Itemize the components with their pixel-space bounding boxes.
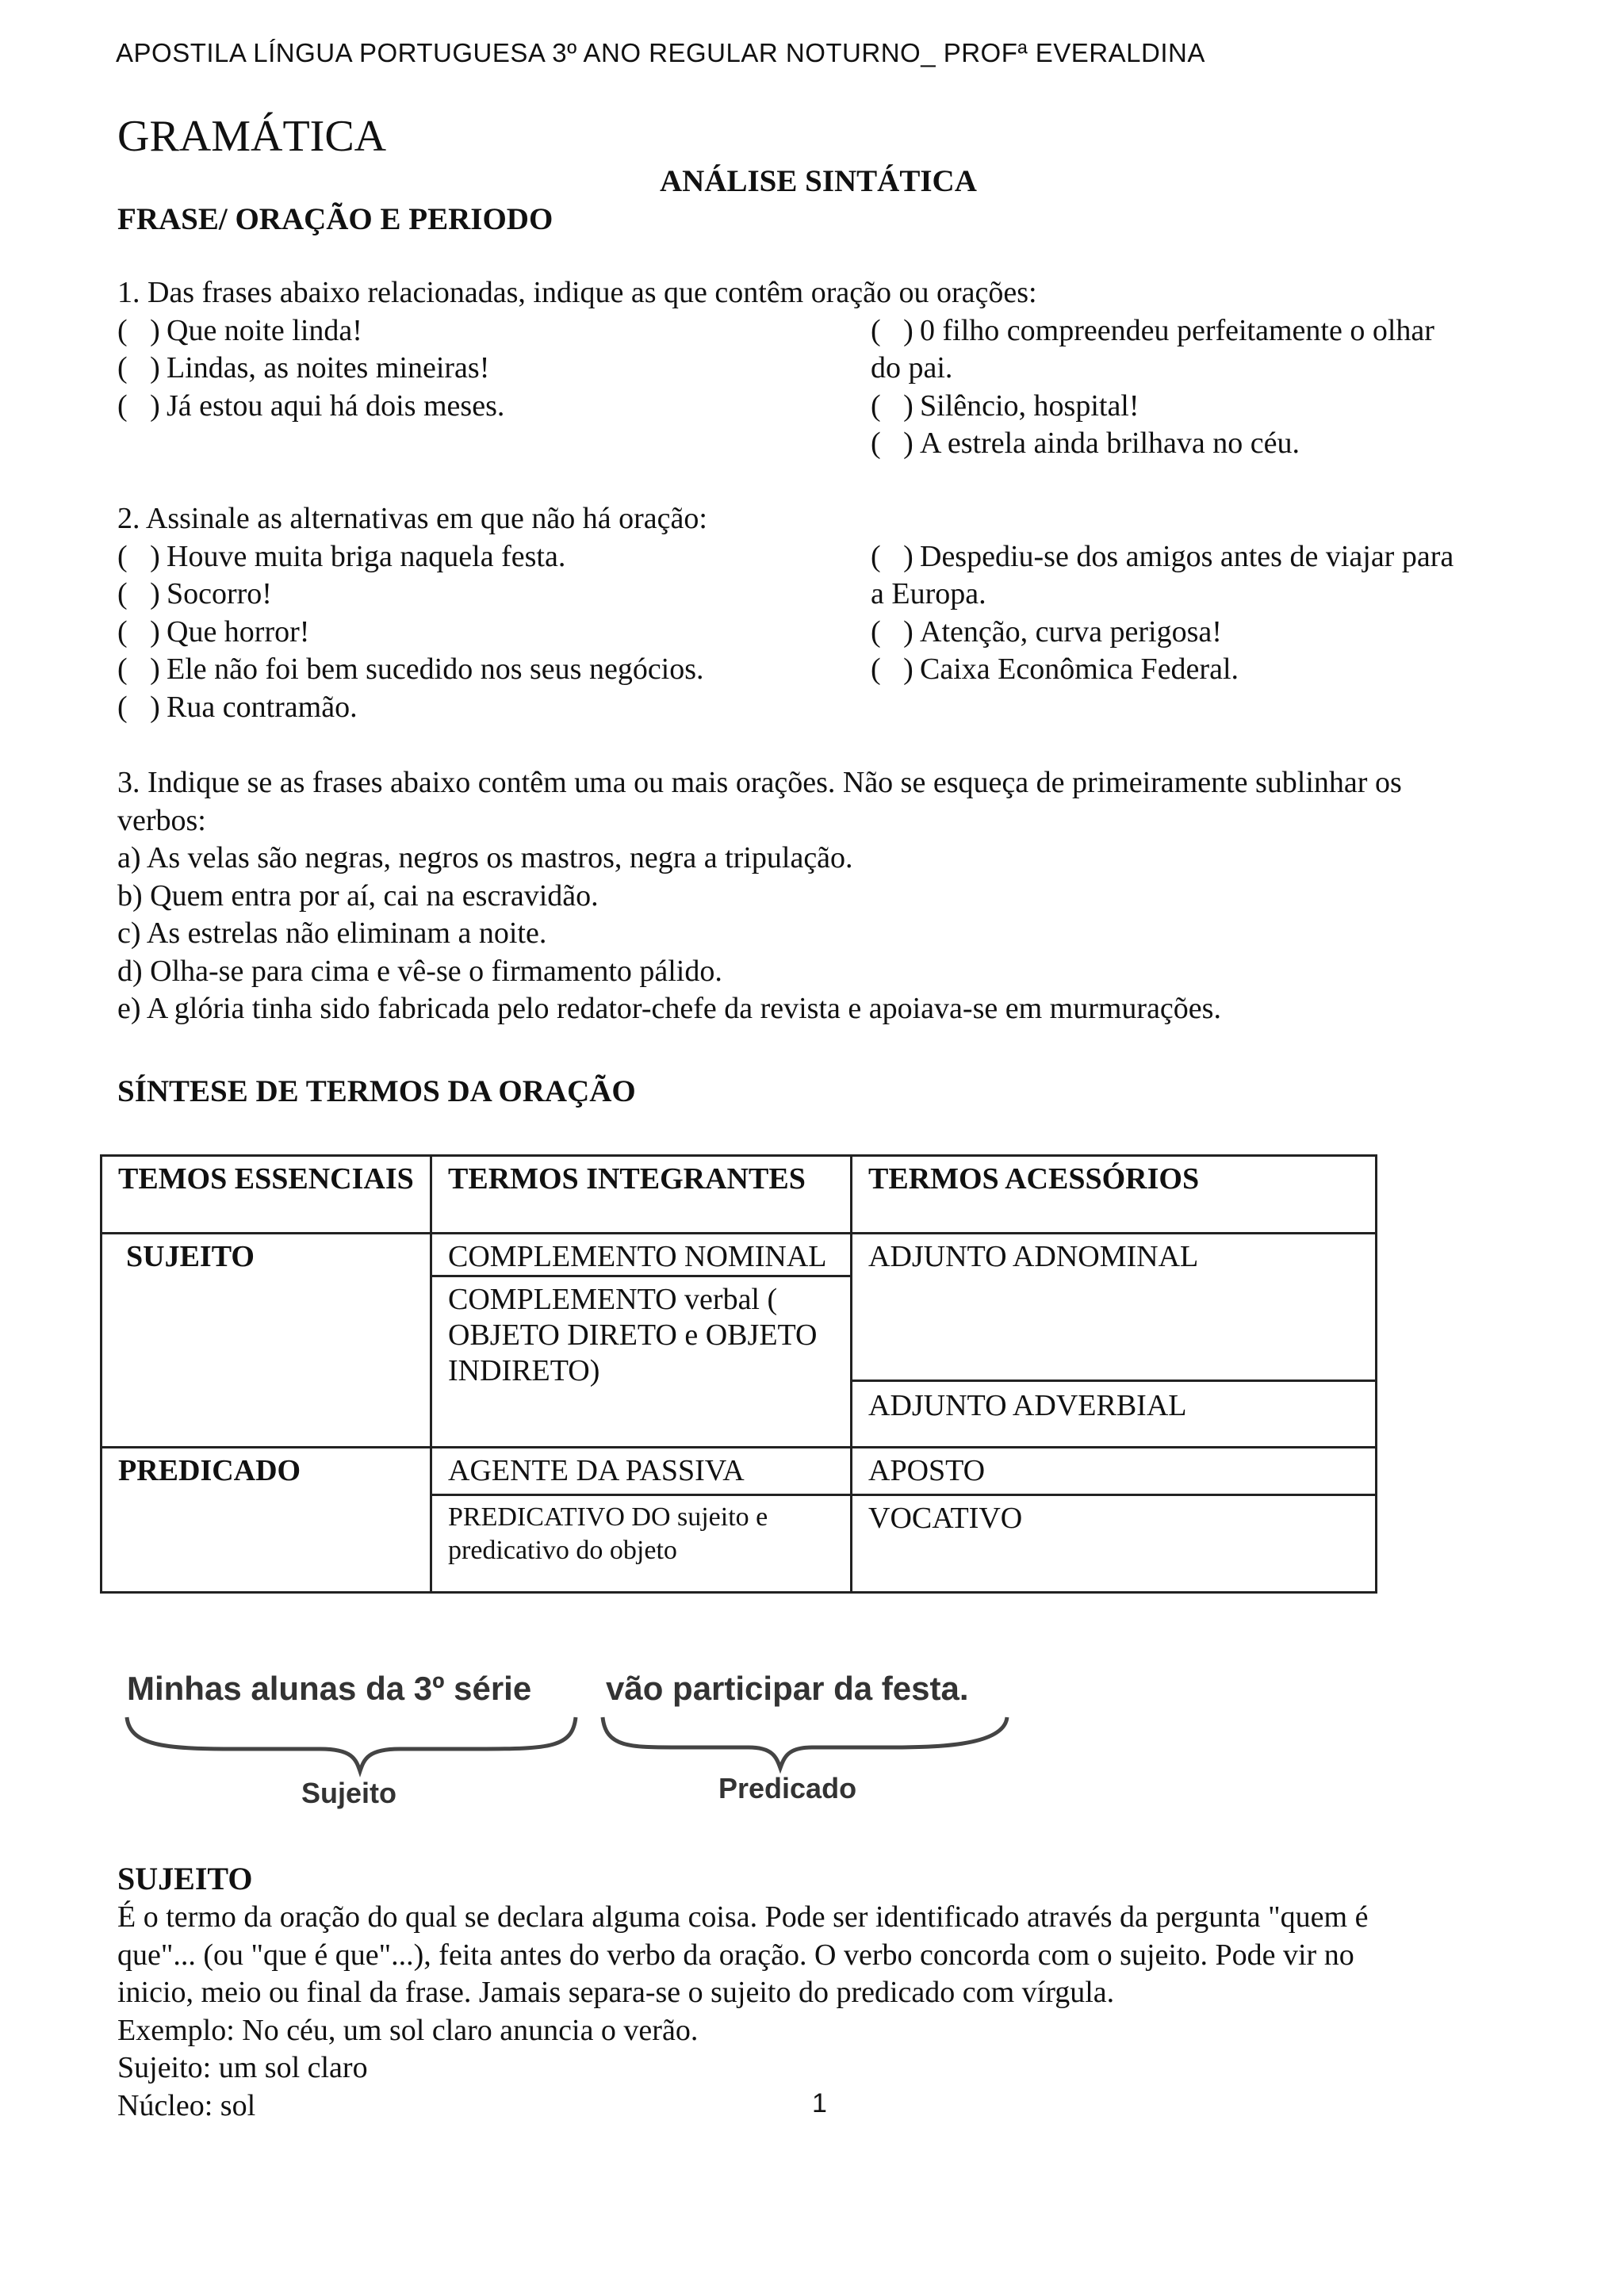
table-cell: AGENTE DA PASSIVA xyxy=(431,1448,852,1495)
table-cell: COMPLEMENTO NOMINAL xyxy=(431,1234,852,1276)
q2-option: ( ) Ele não foi bem sucedido nos seus negócios. xyxy=(117,652,704,686)
q2-option: ( ) Caixa Econômica Federal. xyxy=(871,652,1239,686)
diagram-predicate-label: Predicado xyxy=(718,1772,857,1804)
table-cell: VOCATIVO xyxy=(852,1495,1377,1593)
q2-option: ( ) Rua contramão. xyxy=(117,691,358,724)
synthesis-title: SÍNTESE DE TERMOS DA ORAÇÃO xyxy=(117,1074,636,1108)
q2-option: ( ) Socorro! xyxy=(117,577,272,610)
diagram-subject-text: Minhas alunas da 3º série xyxy=(127,1670,532,1707)
q1-option: ( ) 0 filho compreendeu perfeitamente o olhar xyxy=(871,314,1434,347)
table-cell: PREDICATIVO DO sujeito e predicativo do objeto xyxy=(431,1495,852,1593)
sujeito-example: Sujeito: um sol claro xyxy=(117,2051,368,2084)
q2-prompt: 2. Assinale as alternativas em que não há oração: xyxy=(117,502,707,535)
q2-option-continuation: a Europa. xyxy=(871,577,986,610)
table-cell: COMPLEMENTO verbal ( OBJETO DIRETO e OBJETO INDIRETO) xyxy=(431,1276,852,1448)
subject-predicate-diagram xyxy=(122,1660,1026,1819)
table-cell: APOSTO xyxy=(852,1448,1377,1495)
page-header: APOSTILA LÍNGUA PORTUGUESA 3º ANO REGULAR NOTURNO_ PROFª EVERALDINA xyxy=(116,38,1205,67)
table-cell: ADJUNTO ADVERBIAL xyxy=(852,1380,1375,1424)
sujeito-title: SUJEITO xyxy=(117,1861,253,1896)
q3-prompt-cont: verbos: xyxy=(117,804,206,837)
table-cell-sujeito: SUJEITO xyxy=(102,1234,431,1448)
q3-item: a) As velas são negras, negros os mastros, negra a tripulação. xyxy=(117,841,853,874)
section-title: GRAMÁTICA xyxy=(117,112,387,161)
terms-table xyxy=(100,1154,1377,1594)
page-number: 1 xyxy=(812,2088,827,2118)
q1-option: ( ) Silêncio, hospital! xyxy=(871,389,1139,423)
q3-item: e) A glória tinha sido fabricada pelo redator-chefe da revista e apoiava-se em murmurações. xyxy=(117,992,1221,1025)
table-cell: ADJUNTO ADNOMINAL xyxy=(852,1234,1377,1276)
subtitle: FRASE/ ORAÇÃO E PERIODO xyxy=(117,202,553,236)
table-cell-predicado: PREDICADO xyxy=(102,1448,431,1593)
diagram-predicate-text: vão participar da festa. xyxy=(606,1670,969,1707)
q1-option: ( ) Lindas, as noites mineiras! xyxy=(117,351,490,385)
q2-option: ( ) Despediu-se dos amigos antes de viajar para xyxy=(871,540,1454,573)
sujeito-example: Núcleo: sol xyxy=(117,2089,256,2122)
subject-brace xyxy=(127,1717,576,1771)
sujeito-text: É o termo da oração do qual se declara alguma coisa. Pode ser identificado através da pergunta "quem é xyxy=(117,1900,1369,1934)
analysis-title: ANÁLISE SINTÁTICA xyxy=(660,164,977,198)
q1-option: ( ) Que noite linda! xyxy=(117,314,362,347)
table-header: TERMOS ACESSÓRIOS xyxy=(852,1156,1377,1234)
q2-option: ( ) Houve muita briga naquela festa. xyxy=(117,540,566,573)
q1-option: ( ) A estrela ainda brilhava no céu. xyxy=(871,427,1300,460)
q1-option-continuation: do pai. xyxy=(871,351,953,385)
diagram-subject-label: Sujeito xyxy=(301,1777,397,1809)
q3-item: c) As estrelas não eliminam a noite. xyxy=(117,916,547,950)
predicate-brace xyxy=(603,1717,1007,1768)
q1-option: ( ) Já estou aqui há dois meses. xyxy=(117,389,505,423)
table-header: TERMOS INTEGRANTES xyxy=(431,1156,852,1234)
q3-item: b) Quem entra por aí, cai na escravidão. xyxy=(117,879,599,913)
q2-option: ( ) Atenção, curva perigosa! xyxy=(871,615,1222,649)
sujeito-text: inicio, meio ou final da frase. Jamais separa-se o sujeito do predicado com vírgula. xyxy=(117,1976,1115,2009)
table-cell-adverbial xyxy=(852,1276,1377,1448)
q3-prompt: 3. Indique se as frases abaixo contêm uma ou mais orações. Não se esqueça de primeiramente sublinhar os xyxy=(117,766,1402,799)
q3-item: d) Olha-se para cima e vê-se o firmamento pálido. xyxy=(117,955,722,988)
table-header: TEMOS ESSENCIAIS xyxy=(102,1156,431,1234)
q2-option: ( ) Que horror! xyxy=(117,615,310,649)
sujeito-text: que"... (ou "que é que"...), feita antes do verbo da oração. O verbo concorda com o sujeito. Pode vir no xyxy=(117,1938,1354,1972)
sujeito-example: Exemplo: No céu, um sol claro anuncia o verão. xyxy=(117,2014,699,2047)
q1-prompt: 1. Das frases abaixo relacionadas, indique as que contêm oração ou orações: xyxy=(117,276,1037,309)
